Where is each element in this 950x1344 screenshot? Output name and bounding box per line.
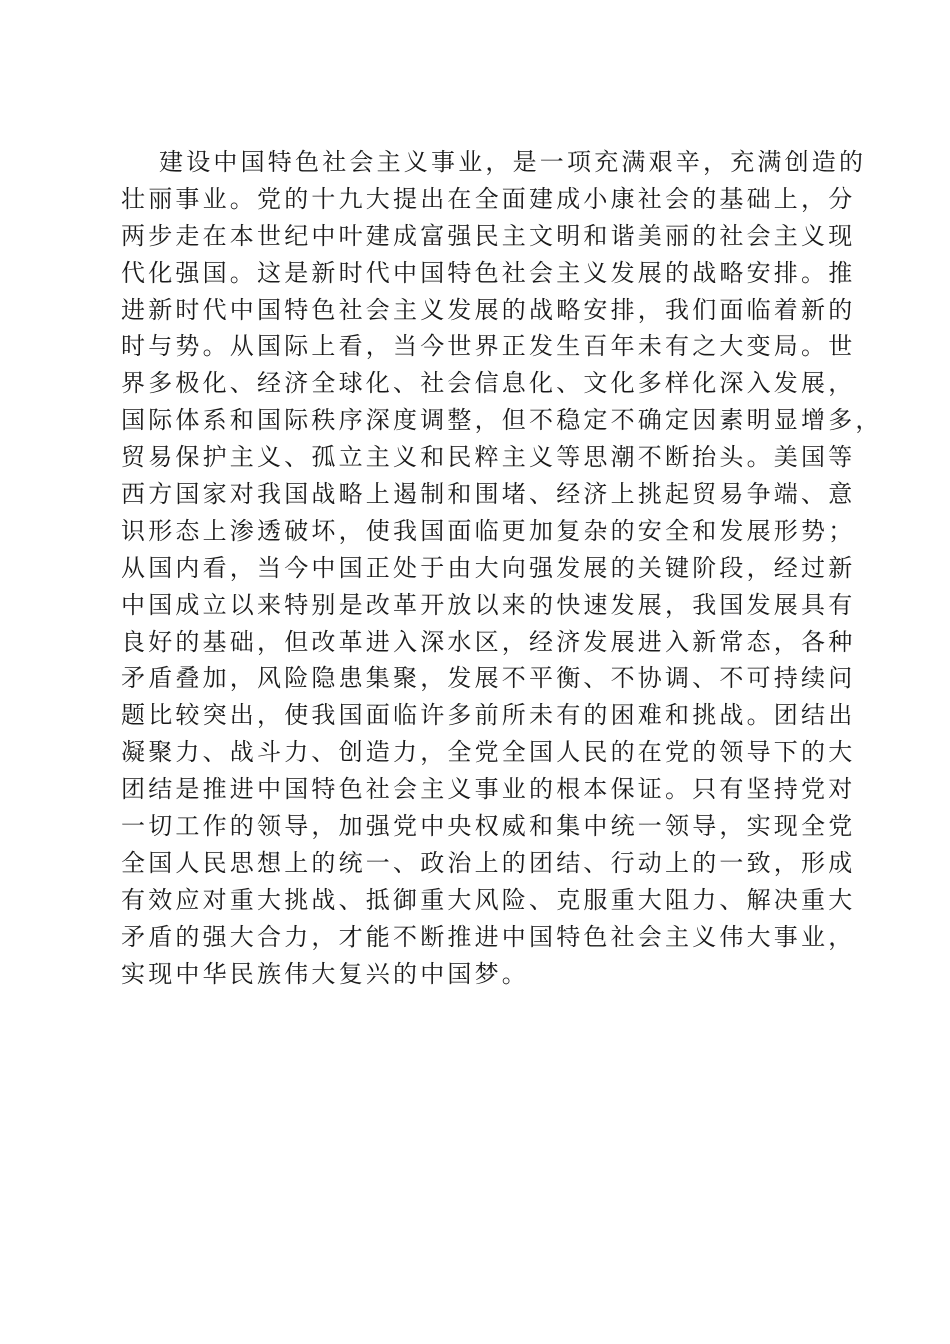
paragraph-line: 一切工作的领导，加强党中央权威和集中统一领导，实现全党 (121, 812, 856, 841)
paragraph-line: 壮丽事业。党的十九大提出在全面建成小康社会的基础上，分 (121, 184, 856, 213)
paragraph-line: 国际体系和国际秩序深度调整，但不稳定不确定因素明显增多， (121, 406, 883, 435)
paragraph-line: 从国内看，当今中国正处于由大向强发展的关键阶段，经过新 (121, 553, 856, 582)
paragraph-line: 建设中国特色社会主义事业，是一项充满艰辛，充满创造的 (159, 148, 867, 176)
paragraph-line: 有效应对重大挑战、抵御重大风险、克服重大阻力、解决重大 (121, 885, 856, 914)
paragraph-line: 团结是推进中国特色社会主义事业的根本保证。只有坚持党对 (121, 775, 856, 804)
paragraph-line: 中国成立以来特别是改革开放以来的快速发展，我国发展具有 (121, 590, 856, 619)
paragraph-line: 西方国家对我国战略上遏制和围堵、经济上挑起贸易争端、意 (121, 480, 856, 509)
paragraph-line: 代化强国。这是新时代中国特色社会主义发展的战略安排。推 (121, 258, 856, 287)
paragraph-line: 矛盾叠加，风险隐患集聚，发展不平衡、不协调、不可持续问 (121, 664, 856, 693)
paragraph-line: 两步走在本世纪中叶建成富强民主文明和谐美丽的社会主义现 (121, 221, 856, 250)
paragraph-line: 识形态上渗透破坏，使我国面临更加复杂的安全和发展形势； (121, 516, 856, 545)
paragraph-line: 矛盾的强大合力，才能不断推进中国特色社会主义伟大事业， (121, 922, 856, 951)
body-paragraph (121, 144, 883, 992)
paragraph-line: 良好的基础，但改革进入深水区，经济发展进入新常态，各种 (121, 627, 856, 656)
paragraph-line: 贸易保护主义、孤立主义和民粹主义等思潮不断抬头。美国等 (121, 443, 856, 472)
paragraph-line: 凝聚力、战斗力、创造力，全党全国人民的在党的领导下的大 (121, 738, 856, 767)
paragraph-line: 时与势。从国际上看，当今世界正发生百年未有之大变局。世 (121, 332, 856, 361)
paragraph-line: 界多极化、经济全球化、社会信息化、文化多样化深入发展， (121, 369, 856, 398)
paragraph-line: 进新时代中国特色社会主义发展的战略安排，我们面临着新的 (121, 295, 856, 324)
paragraph-line: 实现中华民族伟大复兴的中国梦。 (121, 959, 529, 988)
paragraph-line: 题比较突出，使我国面临许多前所未有的困难和挑战。团结出 (121, 701, 856, 730)
paragraph-line: 全国人民思想上的统一、政治上的团结、行动上的一致，形成 (121, 848, 856, 877)
